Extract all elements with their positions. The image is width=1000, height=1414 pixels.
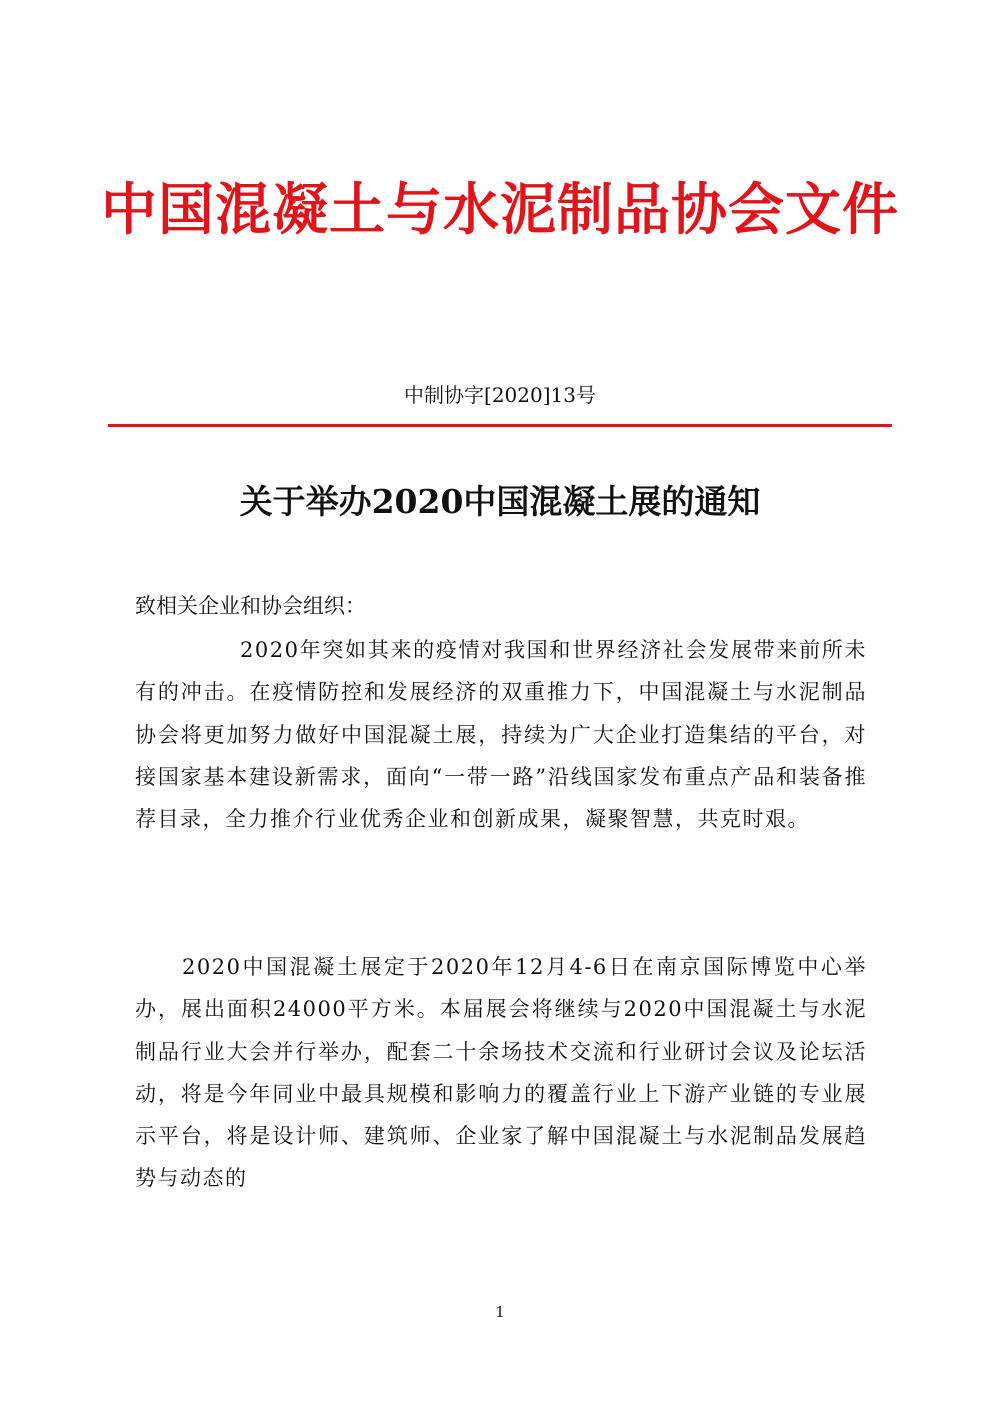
page-number: 1: [495, 1303, 505, 1321]
body-paragraph: 2020年突如其来的疫情对我国和世界经济社会发展带来前所未有的冲击。在疫情防控和发展经济的双重推力下，中国混凝土与水泥制品协会将更加努力做好中国混凝土展，持续为广大企业打造集结的平台，对接国家基本建设新需求，面向“一带一路”沿线国家发布重点产品和装备推荐目录，全力推介行业优秀企业和创新成果，凝聚智慧，共克时艰。: [135, 638, 867, 832]
salutation: 致相关企业和协会组织：: [135, 594, 366, 618]
document-number: 中制协字[2020]13号: [404, 383, 596, 407]
body-paragraph: 2020中国混凝土展定于2020年12月4-6日在南京国际博览中心举办，展出面积24000平方米。本届展会将继续与2020中国混凝土与水泥制品行业大会并行举办，配套二十余场技术交流和行业研讨会议及论坛活动，将是今年同业中最具规模和影响力的覆盖行业上下游产业链的专业展示平台，将是设计师、建筑师、企业家了解中国混凝土与水泥制品发展趋势与动态的: [135, 955, 867, 1191]
issuer-header-title: 中国混凝土与水泥制品协会文件: [101, 177, 899, 243]
red-divider-line: [108, 424, 892, 427]
notice-title: 关于举办2020中国混凝土展的通知: [239, 482, 761, 521]
